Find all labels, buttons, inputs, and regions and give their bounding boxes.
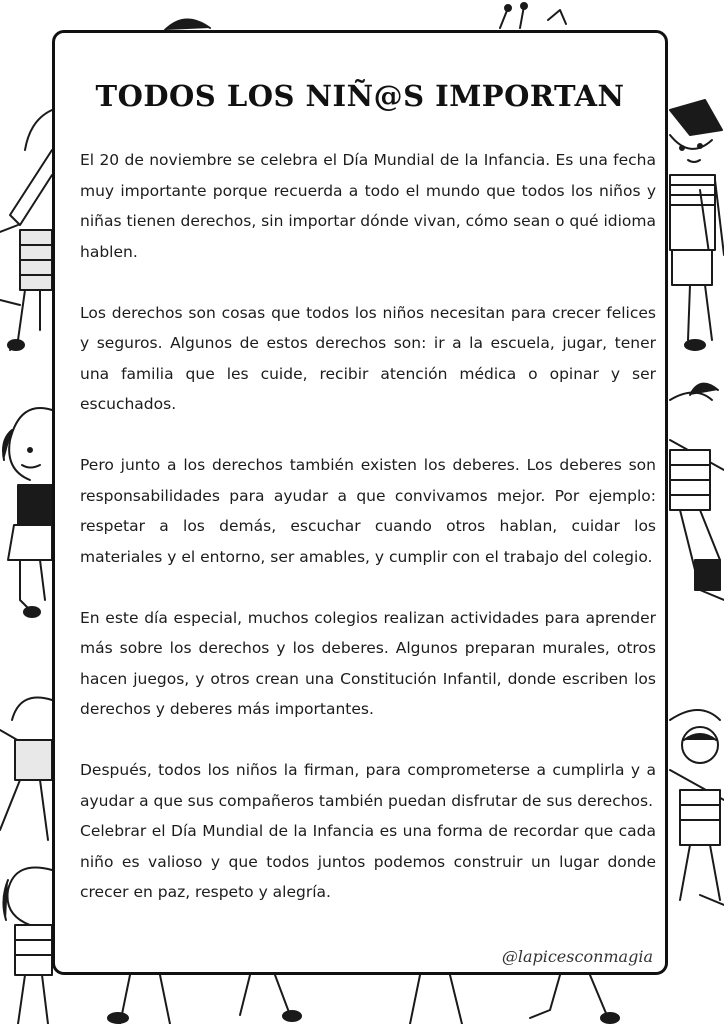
child-figure-right-lower-icon (670, 710, 724, 905)
child-figure-top-icon (165, 3, 566, 30)
paragraph-3: Pero junto a los derechos también existen los deberes. Los deberes son responsabilidades para ayudar a que convivamos mejor. Por ejemplo: respetar a los demás, escuchar cuando otros hablan, cuidar los materiales y el entorno, ser amables, y cumplir con el trabajo del colegio. (80, 456, 656, 566)
children-feet-bottom-icon (108, 975, 619, 1024)
author-signature: @lapicesconmagia (501, 947, 653, 966)
page-title: TODOS LOS NIÑ@S IMPORTAN (95, 79, 625, 113)
paragraph-1: El 20 de noviembre se celebra el Día Mundial de la Infancia. Es una fecha muy importante porque recuerda a todo el mundo que todos los niños y niñas tienen derechos, sin importar dónde vivan, cómo sean o qué idioma hablen. (80, 151, 657, 261)
child-figure-left-lower-icon (0, 698, 52, 841)
paragraph-5: Después, todos los niños la firman, para comprometerse a cumplirla y a ayudar a que sus compañeros también puedan disfrutar de sus derechos. (80, 761, 656, 810)
paragraph-4: En este día especial, muchos colegios realizan actividades para aprender más sobre los derechos y los deberes. Algunos preparan murales, otros hacen juegos, y otros crean una Constitución Infantil, donde escriben los derechos y deberes más importantes. (80, 608, 656, 718)
child-figure-right-middle-icon (670, 384, 724, 600)
article-body (80, 145, 656, 908)
child-figure-right-top-icon (670, 100, 724, 350)
child-figure-left-middle-icon (3, 408, 52, 617)
paragraph-6: Celebrar el Día Mundial de la Infancia es una forma de recordar que cada niño es valioso y que todos juntos podemos construir un lugar donde crecer en paz, respeto y alegría. (80, 822, 656, 901)
paragraph-2: Los derechos son cosas que todos los niños necesitan para crecer felices y seguros. Algunos de estos derechos son: ir a la escuela, jugar, tener una familia que les cuide, recibir atención médica o opinar y ser escuchados. (80, 303, 656, 413)
child-figure-left-top-icon (0, 110, 52, 350)
text-card (52, 30, 668, 975)
child-figure-bottom-left-icon (3, 868, 52, 1024)
